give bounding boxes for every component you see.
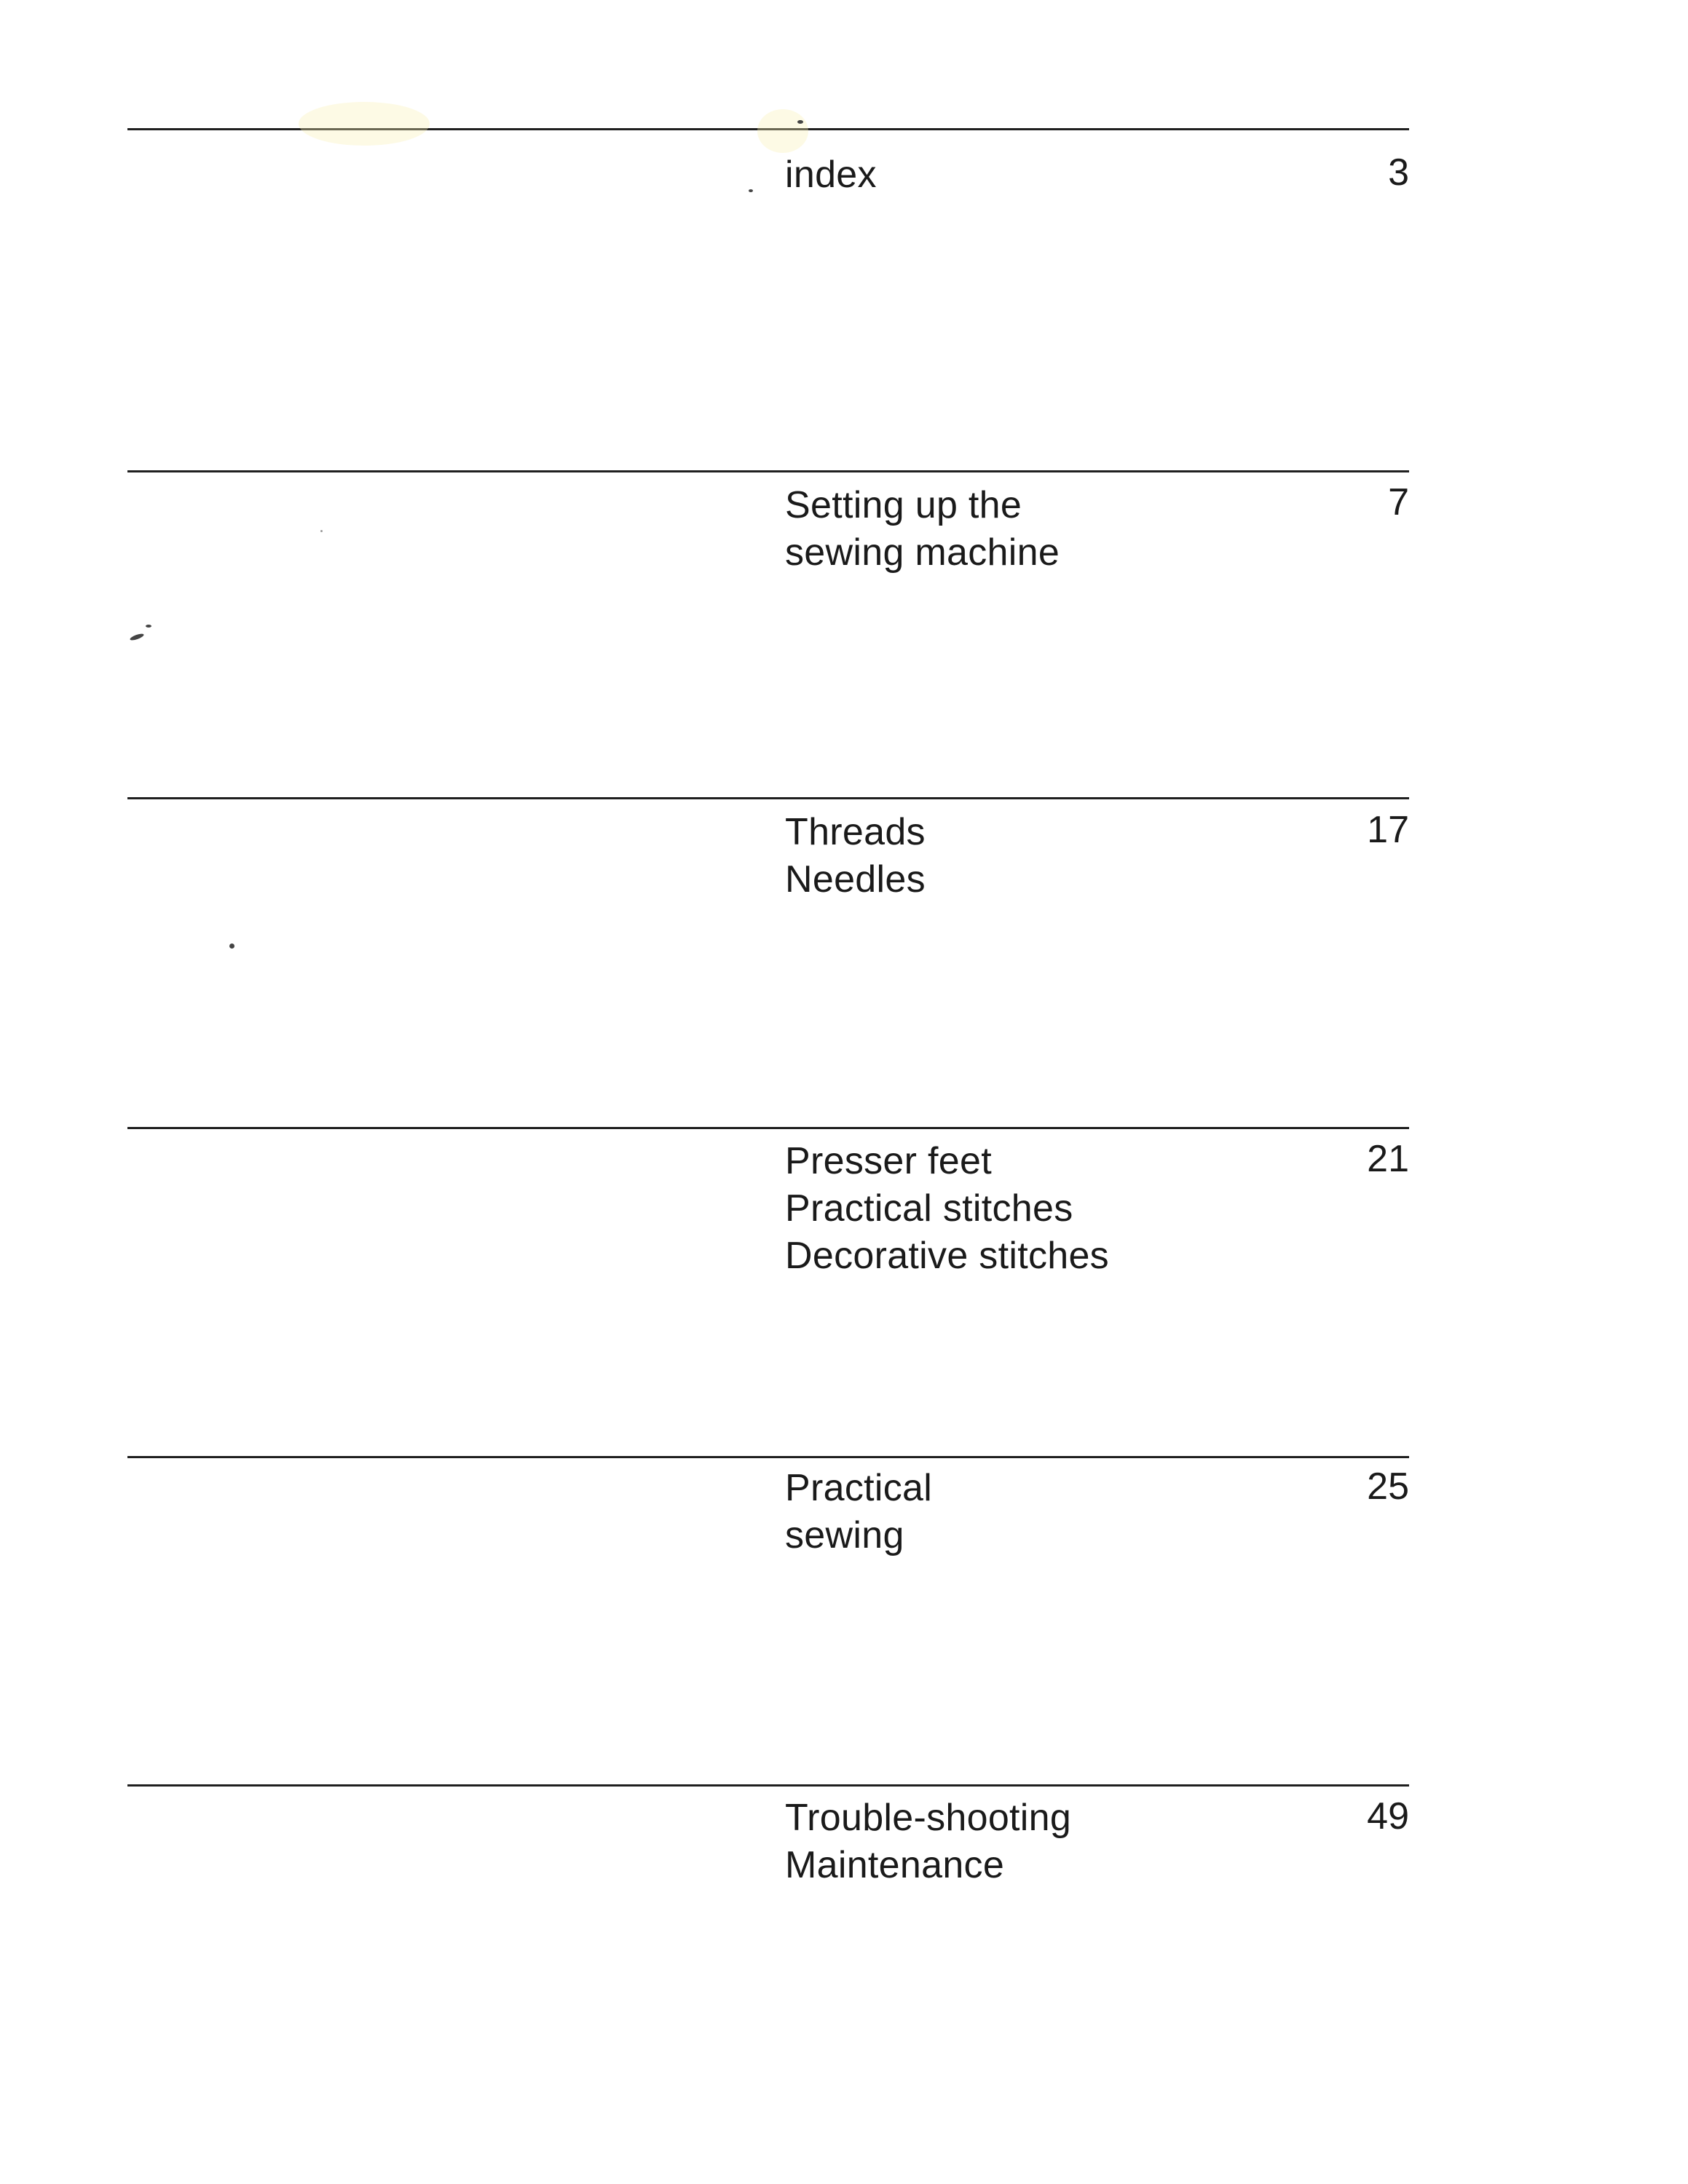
scan-speck xyxy=(229,943,234,949)
page-number: 21 xyxy=(1367,1138,1409,1180)
section-divider xyxy=(127,1784,1409,1787)
scan-speck xyxy=(130,633,145,641)
page-number: 3 xyxy=(1388,151,1409,194)
page-number: 25 xyxy=(1367,1465,1409,1508)
section-title-line: sewing machine xyxy=(785,531,1060,574)
scan-speck xyxy=(320,530,323,532)
section-divider xyxy=(127,470,1409,472)
page-number: 49 xyxy=(1367,1795,1409,1837)
section-title-line: Practical stitches xyxy=(785,1187,1073,1230)
section-title-line: Decorative stitches xyxy=(785,1235,1109,1277)
section-divider xyxy=(127,1456,1409,1458)
scan-speck xyxy=(146,625,151,628)
section-title xyxy=(785,1795,1071,1889)
section-title-line: sewing xyxy=(785,1514,904,1556)
page-number: 17 xyxy=(1367,809,1409,851)
section-title-line: Setting up the xyxy=(785,484,1022,526)
section-title-line: Threads xyxy=(785,811,926,853)
section-title xyxy=(785,1465,932,1559)
section-title xyxy=(785,151,877,199)
scan-speck xyxy=(749,189,753,192)
scan-smudge xyxy=(299,102,430,146)
page-number: 7 xyxy=(1388,481,1409,523)
section-title-line: Presser feet xyxy=(785,1140,992,1182)
section-title-line: Trouble-shooting xyxy=(785,1797,1072,1839)
scan-speck xyxy=(797,120,803,124)
section-divider xyxy=(127,1127,1409,1129)
section-title xyxy=(785,809,926,903)
section-title-line: index xyxy=(785,154,877,196)
section-title-line: Needles xyxy=(785,858,926,901)
section-title-line: Maintenance xyxy=(785,1844,1005,1886)
section-title-line: Practical xyxy=(785,1467,933,1509)
section-title xyxy=(785,482,1060,577)
scan-smudge xyxy=(757,109,808,153)
section-divider xyxy=(127,797,1409,799)
section-title xyxy=(785,1138,1109,1280)
